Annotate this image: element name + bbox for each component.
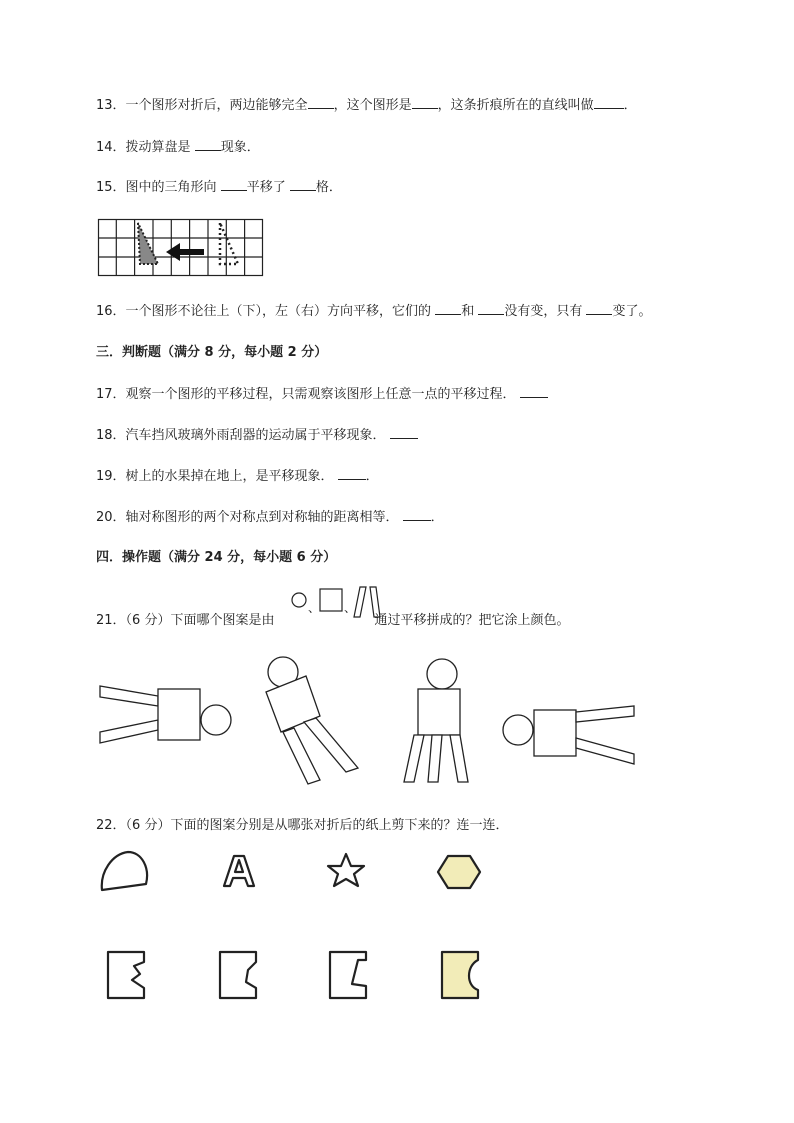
figure-option-3[interactable] bbox=[404, 659, 468, 782]
answer-blank[interactable] bbox=[221, 178, 247, 191]
figure-options bbox=[96, 652, 656, 788]
figure-option-2[interactable] bbox=[266, 657, 358, 784]
hexagon-shape[interactable] bbox=[438, 856, 480, 888]
question-19: 19．树上的水果掉在地上，是平移现象． ． bbox=[96, 469, 379, 484]
svg-text:、: 、 bbox=[344, 601, 357, 615]
answer-blank[interactable] bbox=[338, 467, 366, 480]
folded-paper-1[interactable] bbox=[108, 952, 144, 998]
folded-paper-3[interactable] bbox=[330, 952, 366, 998]
figure-option-4[interactable] bbox=[503, 706, 634, 764]
answer-blank[interactable] bbox=[195, 138, 221, 151]
dome-shape[interactable] bbox=[102, 852, 147, 890]
cutout-shapes-row bbox=[98, 848, 488, 896]
folded-paper-2[interactable] bbox=[220, 952, 256, 998]
answer-blank[interactable] bbox=[412, 96, 438, 109]
answer-blank[interactable] bbox=[594, 96, 624, 109]
answer-blank[interactable] bbox=[308, 96, 334, 109]
question-15: 15．图中的三角形向 平移了 格． bbox=[96, 180, 342, 195]
question-21: 21．（6 分）下面哪个图案是由 通过平移拼成的？把它涂上颜色。 bbox=[96, 613, 570, 628]
figure-option-1[interactable] bbox=[100, 686, 231, 743]
star-shape[interactable] bbox=[328, 854, 364, 886]
folded-paper-row bbox=[104, 948, 484, 1002]
letter-a-shape[interactable] bbox=[224, 856, 254, 886]
answer-blank[interactable] bbox=[403, 508, 431, 521]
section-heading-operation: 四．操作题（满分 24 分，每小题 6 分） bbox=[96, 550, 337, 565]
answer-blank[interactable] bbox=[478, 302, 504, 315]
square-part bbox=[320, 589, 342, 611]
question-22: 22．（6 分）下面的图案分别是从哪张对折后的纸上剪下来的？连一连． bbox=[96, 818, 509, 833]
question-14: 14．拨动算盘是 现象． bbox=[96, 140, 260, 155]
answer-blank[interactable] bbox=[435, 302, 461, 315]
dotted-triangle bbox=[220, 223, 238, 264]
answer-blank[interactable] bbox=[586, 302, 612, 315]
svg-text:、: 、 bbox=[308, 601, 321, 615]
component-shapes-figure bbox=[290, 585, 400, 625]
section-heading-judgment: 三．判断题（满分 8 分，每小题 2 分） bbox=[96, 345, 328, 360]
question-13: 13．一个图形对折后，两边能够完全 ，这个图形是 ，这条折痕所在的直线叫做 ． bbox=[96, 98, 637, 113]
question-17: 17．观察一个图形的平移过程，只需观察该图形上任意一点的平移过程． bbox=[96, 385, 548, 404]
question-20: 20．轴对称图形的两个对称点到对称轴的距离相等． ． bbox=[96, 510, 444, 525]
translation-grid-figure bbox=[98, 219, 264, 277]
folded-paper-4[interactable] bbox=[442, 952, 478, 998]
grid-lines bbox=[98, 219, 263, 276]
shaded-triangle bbox=[138, 223, 158, 264]
circle-part bbox=[292, 593, 306, 607]
question-16: 16．一个图形不论往上（下），左（右）方向平移，它们的 和 没有变，只有 变了。 bbox=[96, 304, 652, 319]
answer-blank[interactable] bbox=[520, 385, 548, 398]
answer-blank[interactable] bbox=[290, 178, 316, 191]
strip-part-right bbox=[370, 587, 380, 617]
question-18: 18．汽车挡风玻璃外雨刮器的运动属于平移现象． bbox=[96, 426, 418, 445]
answer-blank[interactable] bbox=[390, 426, 418, 439]
